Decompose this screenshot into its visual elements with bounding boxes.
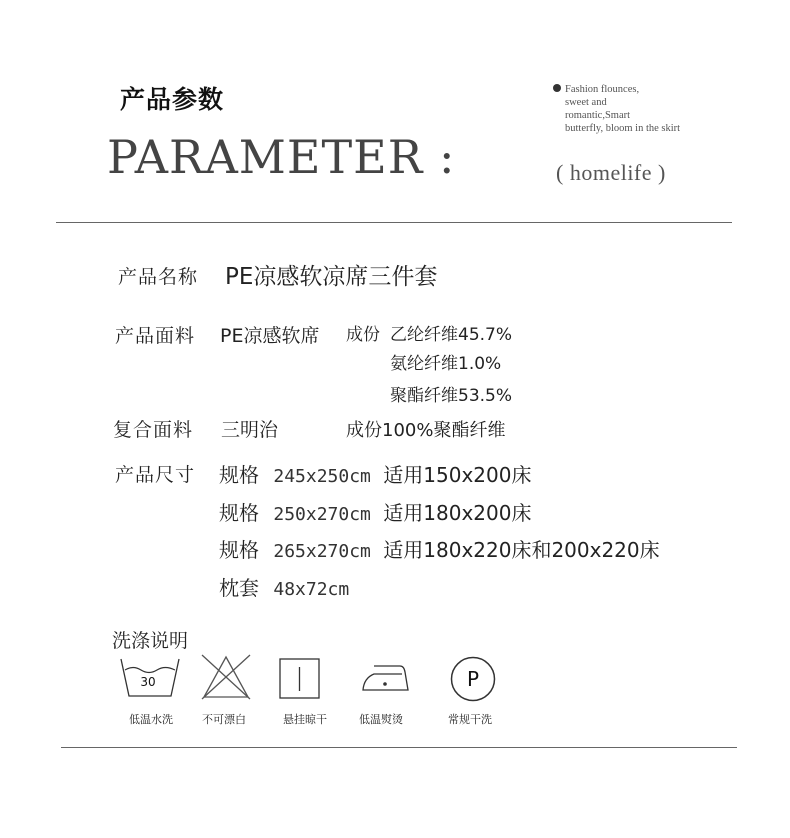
size-dim: 245x250cm xyxy=(273,466,371,487)
composite-composition: 成份100%聚酯纤维 xyxy=(346,420,506,441)
tagline xyxy=(565,83,705,135)
size-row xyxy=(219,534,660,563)
hang-dry-icon xyxy=(279,658,321,700)
tagline-line: sweet and xyxy=(565,97,607,108)
size-row xyxy=(219,459,531,488)
size-key: 规格 xyxy=(219,538,259,562)
wash-30-icon xyxy=(119,656,181,700)
dry-clean-p-icon xyxy=(449,655,497,703)
size-fit: 适用150x200床 xyxy=(383,463,532,487)
size-row xyxy=(219,497,531,526)
care-label: 低温熨烫 xyxy=(359,713,403,726)
tagline-line: Fashion flounces, xyxy=(565,84,640,95)
size-key: 规格 xyxy=(219,501,259,525)
care-label: 悬挂晾干 xyxy=(283,713,327,726)
pillow-dim: 48x72cm xyxy=(273,579,350,600)
pillow-row xyxy=(219,572,349,601)
tagline-line: butterfly, bloom in the skirt xyxy=(565,123,681,134)
bullet-dot-icon xyxy=(553,84,561,92)
composition-item: 乙纶纤维45.7% xyxy=(390,325,513,345)
divider-top xyxy=(56,222,732,223)
param-label-fabric: 产品面料 xyxy=(115,325,196,347)
size-dim: 250x270cm xyxy=(273,504,371,525)
size-dim: 265x270cm xyxy=(273,541,371,562)
dry-clean-letter: P xyxy=(466,667,480,691)
divider-bottom xyxy=(61,747,737,748)
size-key: 规格 xyxy=(219,463,259,487)
care-label: 低温水洗 xyxy=(129,713,173,726)
care-label: 不可漂白 xyxy=(202,713,246,726)
param-value-fabric: PE凉感软席 xyxy=(220,325,320,347)
size-fit: 适用180x200床 xyxy=(383,501,532,525)
wash-temp: 30 xyxy=(140,675,156,689)
brand-name: ( homelife ) xyxy=(556,160,666,185)
care-label: 常规干洗 xyxy=(448,713,492,726)
param-value-composite: 三明治 xyxy=(221,419,279,441)
param-value-name: PE凉感软凉席三件套 xyxy=(225,264,438,290)
composition-item: 氨纶纤维1.0% xyxy=(390,354,502,374)
param-label-size: 产品尺寸 xyxy=(115,464,196,486)
composition-label: 成份 xyxy=(346,325,380,345)
size-fit: 适用180x220床和200x220床 xyxy=(383,538,660,562)
tagline-line: romantic,Smart xyxy=(565,110,631,121)
section-title-cn: 产品参数 xyxy=(120,85,225,114)
pillow-key: 枕套 xyxy=(219,576,259,600)
composition-item: 聚酯纤维53.5% xyxy=(390,386,513,406)
param-label-composite: 复合面料 xyxy=(113,419,194,441)
no-bleach-icon xyxy=(200,653,252,701)
param-label-name: 产品名称 xyxy=(118,266,199,288)
low-iron-icon xyxy=(360,660,410,694)
care-title: 洗涤说明 xyxy=(112,630,189,652)
section-title-en: PARAMETER : xyxy=(107,130,456,184)
